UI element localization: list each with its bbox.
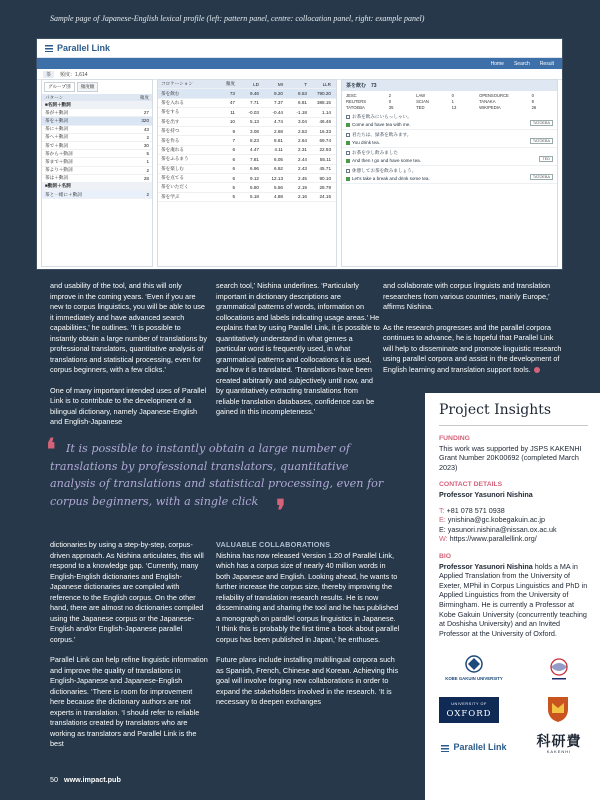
paragraph: Parallel Link can help refine linguistic information and improve the quality of translations in English-Japanese and Japanese-English dictionaries. ‘There is room for improvement here because the dictionary authors are not experts in translation. ‘I should refer to reliable translations created by translators who are working as translators and Parallel Link is the best <box>50 655 208 748</box>
crest-logo <box>543 693 573 725</box>
pattern-count: 28 <box>143 175 149 181</box>
collocation-value: 2.44 <box>298 156 307 162</box>
collocation-term: 茶を作る <box>161 137 180 143</box>
example-ja <box>346 132 553 138</box>
corpus-name: TATOEBA <box>346 105 365 110</box>
bio-text <box>439 562 588 639</box>
collocation-row[interactable] <box>158 89 336 98</box>
collocation-row[interactable] <box>158 146 336 155</box>
col-collocation: コロケーション <box>161 81 193 87</box>
collocation-value: 3.08 <box>250 128 259 134</box>
app-brand[interactable] <box>45 43 110 53</box>
pattern-row[interactable] <box>42 175 152 183</box>
corpus-name: OPENSOURCE <box>479 93 509 98</box>
collocation-value: 2.19 <box>298 184 307 190</box>
collocation-row[interactable] <box>158 99 336 108</box>
project-insights-box <box>425 393 600 800</box>
kobe-emblem-icon <box>461 654 487 674</box>
pattern-count: 30 <box>143 143 149 149</box>
collocation-term: 茶を淹れる <box>161 146 184 152</box>
paragraph: Future plans include installing multilingual corpora such as Spanish, French, Chinese and Korean. Achieving this goal will involve forging new collaborations in order to expand the stakeholders involved in the research. ‘It is necessary to deepen exchanges <box>216 655 399 706</box>
contact-name: Professor Yasunori Nishina <box>439 489 533 499</box>
example-ja-text: 君たちは、緑茶を飲みます。 <box>352 132 412 137</box>
example-ja-text: お茶を少し飲みました <box>352 150 398 155</box>
collocation-value: 1.14 <box>322 109 331 115</box>
pattern-col-pattern: パターン <box>45 94 64 100</box>
paragraph: One of many important intended uses of Parallel Link is to contribute to the development of a bilingual dictionary, namely Japanese-English and English-Japanese <box>50 385 207 426</box>
checkbox[interactable] <box>346 141 350 145</box>
paragraph-text: As the research progresses and the parallel corpora continues to advance, he is hopeful that Parallel Link will help to disseminate and promote linguistic research using parallel corpora and assist in the development of English learning and translation support tools. <box>383 322 562 374</box>
example-ja <box>346 150 553 156</box>
collocation-value: 7.71 <box>250 100 259 106</box>
source-badge[interactable]: TATOEBA <box>530 138 553 144</box>
end-mark-icon <box>534 367 540 373</box>
checkbox[interactable] <box>346 169 350 173</box>
collocation-term: 茶をいただく <box>161 184 189 190</box>
corpus-count: 35 <box>388 105 394 110</box>
collocation-row[interactable] <box>158 136 336 145</box>
corpus-name: LAW <box>416 93 426 98</box>
example-item <box>342 166 557 184</box>
collocation-value: 69.74 <box>319 138 331 144</box>
collocation-value: 24.15 <box>319 194 331 200</box>
pattern-row[interactable] <box>42 126 152 134</box>
kobe-logo-text: KOBE GAKUIN UNIVERSITY <box>445 676 503 682</box>
figure-caption: Sample page of Japanese-English lexical profile (left: pattern panel, centre: collocation panel, right: example panel) <box>50 14 425 23</box>
tab-group[interactable]: グループ別 <box>44 82 75 92</box>
collocation-row[interactable] <box>158 155 336 164</box>
collocation-value: 6 <box>232 175 235 181</box>
collocation-value: 6.05 <box>274 156 283 162</box>
contact-web <box>439 534 588 544</box>
shield-icon <box>546 695 570 723</box>
collocation-value: 5 <box>232 194 235 200</box>
example-ja <box>346 168 553 174</box>
pattern-label: 茶から＋動詞 <box>45 150 73 156</box>
example-item <box>342 112 557 130</box>
oxford-logo <box>439 697 499 723</box>
collocation-term: 茶を学ぶ <box>161 193 180 199</box>
collocation-value: 2.16 <box>298 194 307 200</box>
collocation-value: 90.10 <box>319 175 331 181</box>
corpus-name: REUTERS <box>346 99 367 104</box>
collocation-value: 6 <box>232 166 235 172</box>
pattern-row[interactable] <box>42 142 152 150</box>
collocation-value: 2.53 <box>298 128 307 134</box>
collocation-value: 2.31 <box>298 147 307 153</box>
article-col1-bottom <box>50 540 208 760</box>
oxford-logo-top: UNIVERSITY OF <box>451 702 487 707</box>
collocation-term: 茶を点てる <box>161 175 184 181</box>
collocation-value: 8.53 <box>298 91 307 97</box>
example-item <box>342 130 557 148</box>
collocation-value: 6.81 <box>298 100 307 106</box>
pattern-count: 2 <box>146 134 149 140</box>
collocation-value: 2.43 <box>298 166 307 172</box>
close-quote-icon: ❜ <box>276 494 286 529</box>
bio-name: Professor Yasunori Nishina <box>439 561 533 571</box>
pattern-count: 1 <box>146 159 149 165</box>
pattern-row[interactable] <box>42 150 152 158</box>
pattern-label: 茶と一緒に＋動詞 <box>45 191 82 197</box>
paragraph: Nishina has now released Version 1.20 of Parallel Link, which has a corpus size of nearly 40 million words in both Japanese and English. Looking ahead, he wants to further increase the corpus size, thereby improving the reliability of translation research results. He is now disseminating and sharing the tool and he has published a monograph on parallel corpus linguistics in Japanese. ‘I think this is probably the first time a book about parallel corpus has been published in Japan,’ he enthuses. <box>216 550 400 644</box>
pattern-row[interactable] <box>42 191 152 199</box>
funding-label: FUNDING <box>439 435 470 442</box>
collocation-row[interactable] <box>158 193 336 202</box>
insights-title: Project Insights <box>439 402 552 418</box>
collocation-value: 7 <box>232 138 235 144</box>
collocation-value: 16.33 <box>319 128 331 134</box>
collocation-value: 388.15 <box>316 100 331 106</box>
kobe-gakuin-logo <box>439 651 509 687</box>
collocation-value: 2.45 <box>298 175 307 181</box>
corpus-count: 1 <box>451 99 454 104</box>
pattern-row[interactable] <box>42 109 152 117</box>
tab-frequency[interactable]: 頻度順 <box>77 82 99 92</box>
paragraph: search tool,’ Nishina underlines. ‘Particularly important in dictionary descriptions are grammatical patterns of words, information on collocations and labels indicating usage areas.’ He explains that by using Parallel Link, it is possible to quantitatively understand in what genres a particular word is frequently used, in what grammatical patterns and collocations it is used, and how it is translated. ‘Translations have been created arbitrarily and subjectively until now, and by quantitatively extracting translations from reliable translation databases, confidence can be gained in this incompleteness.’ <box>216 281 380 416</box>
collocation-value: 790.20 <box>316 91 331 97</box>
collocation-row[interactable] <box>158 165 336 174</box>
bio-label: BIO <box>439 552 452 560</box>
corpus-count: 0 <box>451 93 454 98</box>
collocation-term: 茶を入れる <box>161 99 184 105</box>
collocation-value: 6 <box>232 147 235 153</box>
collocation-term: 茶を飲む <box>161 90 180 96</box>
source-badge[interactable]: TATOEBA <box>530 174 553 180</box>
nav-search[interactable]: Search <box>513 60 530 67</box>
collocation-value: 9 <box>232 128 235 134</box>
example-ja <box>346 114 553 120</box>
pattern-count: 320 <box>141 118 149 124</box>
example-en-text: And then I go and have some tea. <box>352 158 421 163</box>
col-t: T <box>304 81 307 87</box>
pattern-col-frequency: 頻度 <box>139 94 149 100</box>
paragraph <box>383 323 563 376</box>
pattern-label: 茶が＋動詞 <box>45 109 68 115</box>
example-en-text: Come and have tea with me. <box>352 122 411 127</box>
collocation-value: 6 <box>232 156 235 162</box>
pattern-count: 5 <box>146 151 149 157</box>
parallel-link-logo-text: Parallel Link <box>453 742 507 753</box>
pattern-label: 茶は＋動詞 <box>45 175 68 181</box>
example-ja-text: お茶を飲みにいらっしゃい。 <box>352 114 412 119</box>
collocation-value: 7.37 <box>274 100 283 106</box>
collocation-value: 45.71 <box>319 166 331 172</box>
pattern-label: 茶より＋動詞 <box>45 167 73 173</box>
example-panel <box>341 79 558 267</box>
pattern-row[interactable] <box>42 134 152 142</box>
pattern-label: ■動詞＋名詞 <box>45 183 71 189</box>
corpus-stats <box>342 91 557 112</box>
collocation-value: -1.18 <box>296 109 307 115</box>
nissan-institute-logo <box>539 651 579 687</box>
app-navbar <box>37 58 562 69</box>
pattern-count: 27 <box>143 110 149 116</box>
article-col3-top <box>383 281 563 385</box>
example-en <box>346 158 553 163</box>
col-frequency: 頻度 <box>225 81 235 87</box>
corpus-count: 9 <box>531 99 534 104</box>
page-footer <box>50 775 121 784</box>
collocation-value: 6.96 <box>250 166 259 172</box>
query-frequency: 頻度：1,614 <box>60 71 88 78</box>
query-tag: 茶 <box>43 71 54 78</box>
example-en <box>346 176 553 181</box>
collocation-row[interactable] <box>158 174 336 183</box>
collocation-row[interactable] <box>158 127 336 136</box>
collocation-value: 7.81 <box>250 156 259 162</box>
email-value[interactable]: ynishina@gc.kobegakuin.ac.jp <box>447 515 545 525</box>
menu-icon[interactable] <box>45 45 53 52</box>
checkbox[interactable] <box>346 159 350 163</box>
article-col2-bottom <box>216 540 401 718</box>
web-value[interactable]: https://www.parallellink.org/ <box>449 534 537 544</box>
collocation-value: -0.03 <box>248 109 259 115</box>
collocation-value: 47 <box>229 100 235 106</box>
pattern-label: 茶へ＋動詞 <box>45 134 68 140</box>
nav-result[interactable]: Result <box>539 60 554 67</box>
pattern-label: 茶で＋動詞 <box>45 142 68 148</box>
collocation-value: 10 <box>229 119 235 125</box>
pattern-count: 2 <box>146 167 149 173</box>
divider <box>439 425 588 426</box>
example-en-text: Let's take a break and drink some tea. <box>352 176 430 181</box>
pattern-tabs <box>42 80 152 94</box>
app-topbar <box>37 39 562 58</box>
collocation-header <box>158 80 336 89</box>
corpus-name: JESC <box>346 93 357 98</box>
pattern-row[interactable] <box>42 167 152 175</box>
contact-label: CONTACT DETAILS <box>439 481 503 489</box>
collocation-term: 茶をする <box>161 109 180 115</box>
collocation-value: 11 <box>230 109 235 115</box>
collocation-value: 4.74 <box>274 119 283 125</box>
section-subhead: VALUABLE COLLABORATIONS <box>216 540 331 549</box>
collocation-value: 2.68 <box>274 128 283 134</box>
pattern-count: 43 <box>143 126 149 132</box>
collocation-value: 5.80 <box>250 184 259 190</box>
collocation-value: 9.46 <box>250 91 259 97</box>
article-col2-top <box>216 281 380 428</box>
corpus-count: 2 <box>388 93 392 98</box>
example-title: 茶を飲む 73 <box>342 80 557 91</box>
pattern-label: 茶に＋動詞 <box>45 126 68 132</box>
corpus-count: 13 <box>451 105 457 110</box>
collocation-value: 22.93 <box>319 147 331 153</box>
collocation-panel <box>157 79 337 267</box>
footer-site[interactable]: www.impact.pub <box>64 775 121 784</box>
phone-key: T: <box>439 505 445 515</box>
pattern-panel <box>41 79 153 267</box>
collocation-value: 4.88 <box>274 194 283 200</box>
collocation-value: 12.13 <box>271 175 283 181</box>
corpus-count: 26 <box>531 105 537 110</box>
collocation-row[interactable] <box>158 118 336 127</box>
oxford-logo-text: OXFORD <box>446 709 492 719</box>
collocation-value: 4.11 <box>274 147 283 153</box>
open-quote-icon: ❛ <box>46 433 56 468</box>
collocation-value: 4.47 <box>250 147 259 153</box>
pattern-row[interactable] <box>42 183 152 191</box>
collocation-term: 茶をふるまう <box>161 156 189 162</box>
pattern-label: ■名詞＋動詞 <box>45 101 71 107</box>
collocation-value: 55.11 <box>319 156 331 162</box>
checkbox[interactable] <box>346 115 350 119</box>
checkbox[interactable] <box>346 133 350 137</box>
collocation-value: 5 <box>232 184 235 190</box>
example-en-text: You drink tea. <box>352 140 380 145</box>
contact-email <box>439 515 588 525</box>
pattern-header <box>42 94 152 101</box>
app-screenshot <box>36 38 563 270</box>
collocation-term: 茶を出す <box>161 118 180 124</box>
checkbox[interactable] <box>346 151 350 155</box>
pattern-count: 2 <box>146 192 149 198</box>
nav-home[interactable]: Home <box>490 60 504 67</box>
collocation-row[interactable] <box>158 183 336 192</box>
collocation-term: 茶を楽しむ <box>161 165 184 171</box>
app-brand-label: Parallel Link <box>57 43 111 53</box>
pattern-row[interactable] <box>42 117 152 125</box>
collocation-value: 5.13 <box>250 119 259 125</box>
collocation-value: 9.12 <box>250 175 259 181</box>
corpus-name: WIKIPEDIA <box>479 105 501 110</box>
email-key: E: <box>439 515 446 525</box>
collocation-value: 9.20 <box>274 91 283 97</box>
collocation-value: 73 <box>229 91 235 97</box>
collocation-value: 3.04 <box>298 119 307 125</box>
paragraph: and usability of the tool, and this will only improve in the coming years. ‘Even if you are new to corpus linguistics, you will be able to use it immediately and have advanced search capabilities,’ he outlines. ‘It is possible to instantly obtain a large number of translations by professional translators, quantitative analysis of translations and statistical processing, even for corpus beginners, with a few clicks.’ <box>50 281 207 374</box>
col-llr: LLR <box>322 81 331 87</box>
phone-value[interactable]: +81 078 571 0938 <box>446 505 505 515</box>
paragraph: and collaborate with corpus linguists and translation researchers from various countries, mainly Europe,’ affirms Nishina. <box>383 281 551 311</box>
corpus-name: SCIAN <box>416 99 429 104</box>
parallel-link-logo <box>439 737 509 759</box>
collocation-row[interactable] <box>158 108 336 117</box>
corpus-count: 0 <box>388 99 392 104</box>
example-en <box>346 140 553 145</box>
funding-text: This work was supported by JSPS KAKENHI Grant Number 20K00692 (completed March 2023) <box>439 443 582 472</box>
contact-phone <box>439 506 588 516</box>
kakenhi-logo <box>531 733 587 761</box>
collocation-value: -0.44 <box>272 109 283 115</box>
collocation-value: 5.56 <box>274 184 283 190</box>
corpus-name: TED <box>416 105 425 110</box>
collocation-value: 6.92 <box>274 166 283 172</box>
corpus-name: TANAKA <box>479 99 496 104</box>
menu-icon <box>441 745 449 752</box>
example-ja-text: 休憩してお茶を飲みましょう。 <box>352 168 417 173</box>
col-ld: LD <box>253 81 259 87</box>
checkbox[interactable] <box>346 177 350 181</box>
panels <box>41 79 558 267</box>
collocation-value: 2.64 <box>298 138 307 144</box>
bio-body: holds a MA in Applied Translation from the University of Exeter, MPhil in Corpus Linguistics and PhD in Applied Linguistics from the University of Birmingham. He is currently a Professor at Kobe Gakuin University (concurrently teaching at Doshisha University) and an Invited Professor at the University of Oxford. <box>439 561 588 638</box>
pattern-row[interactable] <box>42 101 152 109</box>
nissan-emblem-icon <box>546 656 572 682</box>
collocation-term: 茶を持つ <box>161 128 180 134</box>
pattern-label: 茶を＋動詞 <box>45 117 68 123</box>
contact-email-2[interactable]: E: yasunori.nishina@nissan.ox.ac.uk <box>439 524 557 534</box>
kakenhi-logo-sub: KAKENHI <box>546 749 572 754</box>
checkbox[interactable] <box>346 123 350 127</box>
article-col1-top <box>50 281 208 438</box>
pattern-row[interactable] <box>42 158 152 166</box>
collocation-value: 28.79 <box>319 184 331 190</box>
collocation-value: 8.61 <box>274 138 283 144</box>
pattern-label: 茶まで＋動詞 <box>45 158 73 164</box>
collocation-value: 46.46 <box>319 119 331 125</box>
corpus-count: 0 <box>531 93 534 98</box>
source-badge[interactable]: TATOEBA <box>530 120 553 126</box>
collocation-value: 5.18 <box>250 194 259 200</box>
pull-quote: It is possible to instantly obtain a large number of translations by professional translators, quantitative analysis of translations and statistical processing, even for corpus beginners, with a single click <box>50 442 384 508</box>
paragraph: dictionaries by using a step-by-step, corpus-driven approach. As Nishina articulates, this will respond to a knowledge gap. ‘Currently, many English-English dictionaries and English-Japanese dictionaries are compiled with reference to the English corpus. On the other hand, there are almost no dictionaries compiled using the Japanese corpus or the Japanese-English and/or English-Japanese parallel corpus.’ <box>50 540 204 644</box>
collocation-value: 8.23 <box>250 138 259 144</box>
example-item <box>342 148 557 166</box>
kakenhi-logo-text: 科研費 <box>536 733 582 750</box>
col-mi: MI <box>277 81 283 87</box>
example-en <box>346 122 553 127</box>
web-key: W: <box>439 534 448 544</box>
page-number: 50 <box>50 775 58 784</box>
source-badge[interactable]: TED <box>539 156 553 162</box>
